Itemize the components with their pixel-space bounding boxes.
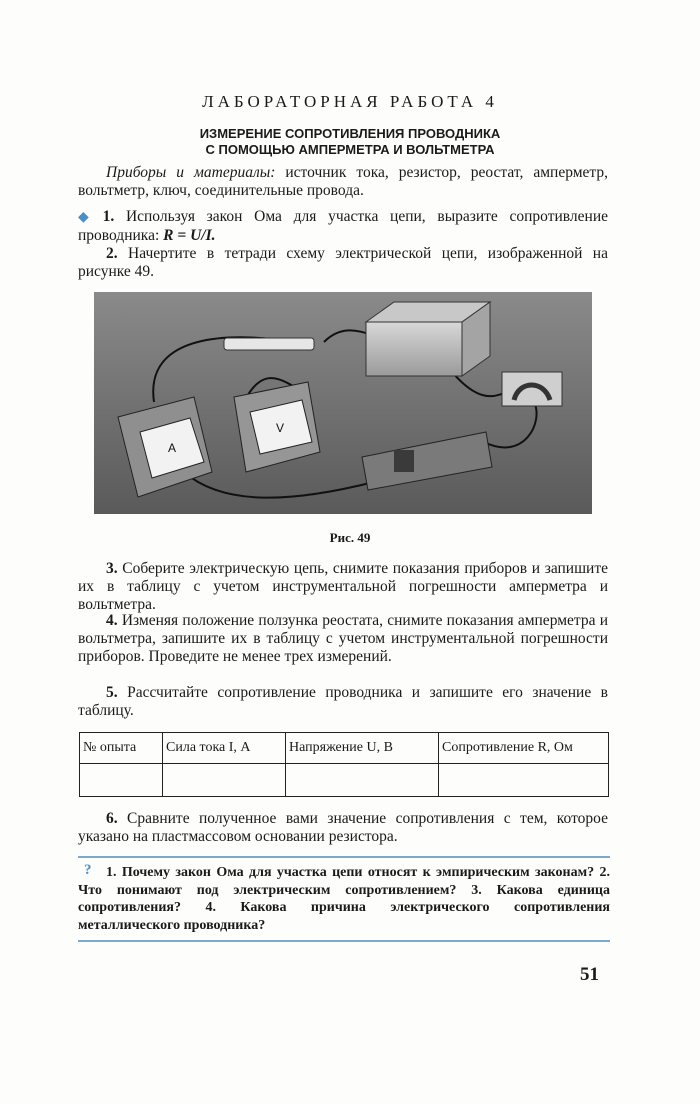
step-6 [78,810,608,846]
table-header-row [80,733,609,764]
step-1-formula: R = U/I. [163,227,216,244]
circuit-photo-illustration [94,292,592,514]
table-header-cell: Сопротивление R, Ом [439,733,609,764]
table-header-cell: Напряжение U, В [286,733,439,764]
step-6-text: Сравните полученное вами значение сопротивления с тем, которое указано на пластмассовом основании резистора. [78,810,608,845]
materials-paragraph [78,164,608,200]
measurements-table [79,732,609,797]
materials-label: Приборы и материалы: [106,164,276,181]
question-mark-icon: ? [84,862,92,878]
page-number: 51 [580,964,599,985]
step-1-text: Используя закон Ома для участка цепи, выразите сопротивление проводника: [78,208,608,244]
figure-caption: Рис. 49 [329,530,371,545]
step-5-number: 5. [106,684,118,701]
materials-text: источник тока, резистор, реостат, амперметр, вольтметр, ключ, соединительные провода. [78,164,608,199]
review-questions-text: 1. Почему закон Ома для участка цепи относят к эмпирическим законам? 2. Что понимают под электрическим сопротивлением? 3. Какова единица сопротивления? 4. Какова причина электрического сопротивления металлического проводника? [78,865,610,933]
diamond-bullet-icon: ◆ [78,210,97,225]
table-cell [439,764,609,797]
step-5 [78,684,608,720]
step-1 [78,208,608,245]
step-2-text: Начертите в тетради схему электрической цепи, изображенной на рисунке 49. [78,245,608,280]
table-cell [286,764,439,797]
circuit-photo [94,292,592,514]
step-2-number: 2. [106,245,118,262]
table-header-cell: № опыта [80,733,163,764]
step-4 [78,612,608,666]
subtitle-line-1: ИЗМЕРЕНИЕ СОПРОТИВЛЕНИЯ ПРОВОДНИКА [199,126,501,141]
table-cell [163,764,286,797]
table-cell [80,764,163,797]
step-3 [78,560,608,614]
lab-subtitle [0,126,700,158]
ammeter-label: А [168,441,177,455]
step-3-text: Соберите электрическую цепь, снимите показания приборов и запишите их в таблицу с учетом инструментальной погрешности амперметра и вольтметра. [78,560,608,613]
step-2 [78,245,608,281]
table-row [80,764,609,797]
step-3-number: 3. [106,560,118,577]
review-questions [78,856,610,942]
step-4-number: 4. [106,612,118,629]
lab-title: ЛАБОРАТОРНАЯ РАБОТА 4 [202,92,498,111]
step-6-number: 6. [106,810,118,827]
step-5-text: Рассчитайте сопротивление проводника и запишите его значение в таблицу. [78,684,608,719]
voltmeter-label: V [276,421,285,435]
subtitle-line-2: С ПОМОЩЬЮ АМПЕРМЕТРА И ВОЛЬТМЕТРА [205,142,495,157]
table-header-cell: Сила тока I, А [163,733,286,764]
step-4-text: Изменяя положение ползунка реостата, снимите показания амперметра и вольтметра, запишите их в таблицу с учетом инструментальной погрешности приборов. Проведите не менее трех измерений. [78,612,608,665]
step-1-number: 1. [102,208,115,225]
